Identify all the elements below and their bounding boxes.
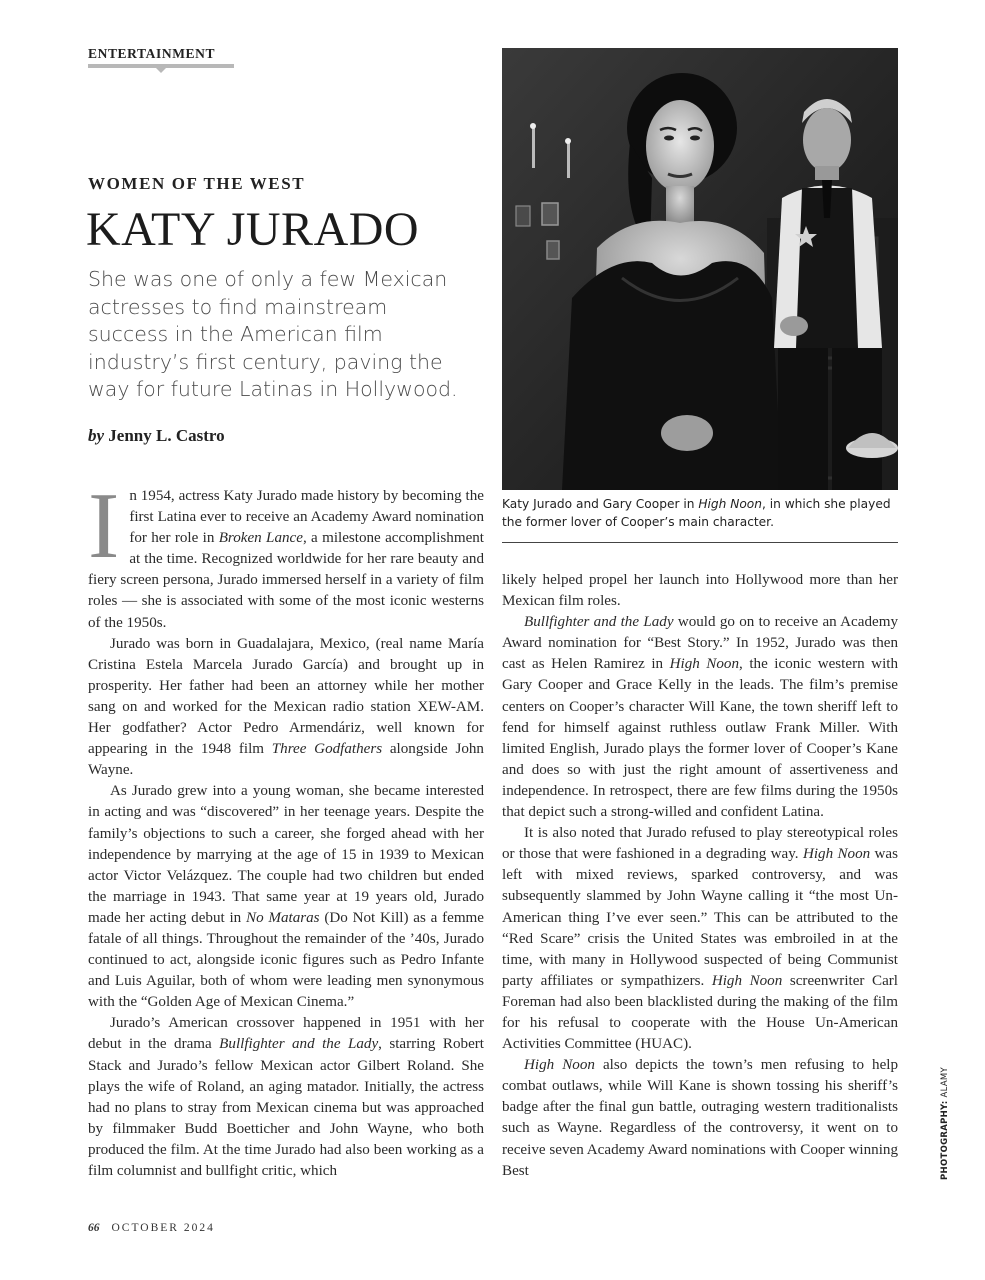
body-paragraph (88, 634, 484, 782)
body-text: screenwriter Carl Foreman had also been blacklisted during the making of the film for his refusal to cooperate with the House Un-American Activities Committee (HUAC). (502, 972, 898, 1053)
body-text: , starring Robert Stack and Jurado’s fellow Mexican actor Gilbert Roland. She plays the wife of Roland, an aging matador. Initially, the actress had no plans to stray from Mexican cinema but was approached by filmmaker Budd Boetticher and John Wayne, who both produced the film. At the time Jurado had also been working as a film columnist and bullfight critic, which (88, 1036, 484, 1179)
film-title: No Mataras (246, 909, 320, 926)
page-footer (88, 1222, 215, 1234)
caption-text-pre: Katy Jurado and Gary Cooper in (502, 497, 699, 511)
body-text: , a milestone accomplishment at the time. Recognized worldwide for her rare beauty and fiery screen persona, Jurado immersed herself in a variety of film roles — she is associated with some of the most iconic westerns of the 1950s. (88, 530, 485, 631)
photo-credit-source: ALAMY (940, 1066, 950, 1098)
page-number: 66 (88, 1222, 100, 1234)
body-paragraph (502, 1055, 898, 1182)
caption-text-post: , in which she played the former lover of Cooper’s main character. (502, 497, 891, 529)
byline-author: Jenny L. Castro (108, 426, 225, 445)
section-label: ENTERTAINMENT (88, 46, 216, 61)
photo-credit (940, 1040, 956, 1180)
body-text: would go on to receive an Academy Award nomination for “Best Story.” In 1952, Jurado was then cast as Helen Ramirez in (502, 614, 898, 673)
film-title: Broken Lance (218, 530, 303, 547)
drop-cap: I (88, 474, 120, 578)
film-title: Bullfighter and the Lady (219, 1036, 379, 1053)
caption-film-title: High Noon (698, 497, 762, 511)
body-text: As Jurado grew into a young woman, she became interested in acting and was “discovered” in her teenage years. Despite the family’s objections to such a career, she forged ahead with her independence by marrying at the age of 15 in 1939 to Mexican actor Victor Velázquez. The couple had two children but ended the marriage in 1943. That same year at 19 years old, Jurado made her acting debut in (88, 783, 484, 926)
body-column-1 (88, 474, 485, 1182)
body-paragraph (88, 1013, 484, 1182)
film-title: High Noon (802, 846, 871, 863)
body-paragraph: likely helped propel her launch into Hollywood more than her Mexican film roles. (502, 572, 898, 610)
body-text: , the iconic western with Gary Cooper and Grace Kelly in the leads. The film’s premise centers on Cooper’s character Will Kane, the town sheriff left to fend for himself against ruthless outlaw Frank Miller. With limited English, Jurado plays the former lover of Cooper’s Kane and does so with just the right amount of assertiveness and independence. In retrospect, there are few films during the 1950s that depict such a strong-willed and confident Latina. (502, 656, 899, 821)
body-paragraph (502, 612, 898, 823)
headline: KATY JURADO (86, 203, 420, 256)
film-title: Three Godfathers (271, 741, 383, 758)
body-text: n 1954, actress Katy Jurado made history by becoming the first Latina ever to receive an Academy Award nomination for her role in (129, 488, 484, 547)
film-title: High Noon (669, 656, 740, 673)
section-rule-notch (156, 68, 166, 73)
photo-illustration (502, 48, 898, 490)
film-title: High Noon (711, 972, 783, 989)
body-text: Jurado’s American crossover happened in 1951 with her debut in the drama (88, 1015, 484, 1053)
film-title: Bullfighter and the Lady (524, 614, 674, 631)
caption-rule (502, 542, 898, 543)
body-text: was left with mixed reviews, sparked controversy, and was subsequently slammed by John Wayne calling it “the most Un-American thing I’ve ever seen.” This can be attributed to the “Red Scare” crisis the United States was embroiled in at the time, with many in Hollywood suspected of being Communist party affiliates or sympathizers. (502, 846, 899, 989)
dek: She was one of only a few Mexican actresses to find mainstream success in the American film industry’s first century, paving the way for future Latinas in Hollywood. (88, 267, 458, 402)
issue-date: OCTOBER 2024 (111, 1222, 215, 1234)
film-title: High Noon (524, 1057, 595, 1074)
photo-caption (502, 496, 898, 531)
body-text: It is also noted that Jurado refused to play stereotypical roles or those that were fashioned in a degrading way. (502, 825, 898, 863)
film-still-photo (502, 48, 898, 490)
byline (88, 426, 225, 446)
body-text: also depicts the town’s men refusing to help combat outlaws, while Will Kane is shown tossing his sheriff’s badge after the final gun battle, outraging western traditionalists such as Wayne. Regardless of the controversy, it went on to receive seven Academy Award nominations with Cooper winning Best (502, 1057, 899, 1179)
body-paragraph (502, 823, 898, 1055)
body-paragraph (88, 781, 484, 1013)
body-column-2 (502, 570, 898, 1182)
body-text: (Do Not Kill) as a femme fatale of all things. Throughout the remainder of the ’40s, Jurado continued to act, alongside iconic figures such as Pedro Infante and Luis Aguilar, both of whom were leading men synonymous with the “Golden Age of Mexican Cinema.” (88, 909, 484, 1011)
byline-by: by (88, 426, 105, 445)
photo-credit-label: PHOTOGRAPHY: (940, 1100, 950, 1180)
body-text: Jurado was born in Guadalajara, Mexico, (real name María Cristina Estela Marcela Jurado García) and brought up in prosperity. Her father had been an attorney while her mother sang on and worked for the Mexican radio station XEW-AM. Her godfather? Actor Pedro Armendáriz, well known for appearing in the 1948 film (88, 635, 484, 758)
kicker: WOMEN OF THE WEST (88, 174, 306, 193)
body-paragraph (88, 474, 485, 634)
body-text: alongside John Wayne. (88, 741, 484, 779)
